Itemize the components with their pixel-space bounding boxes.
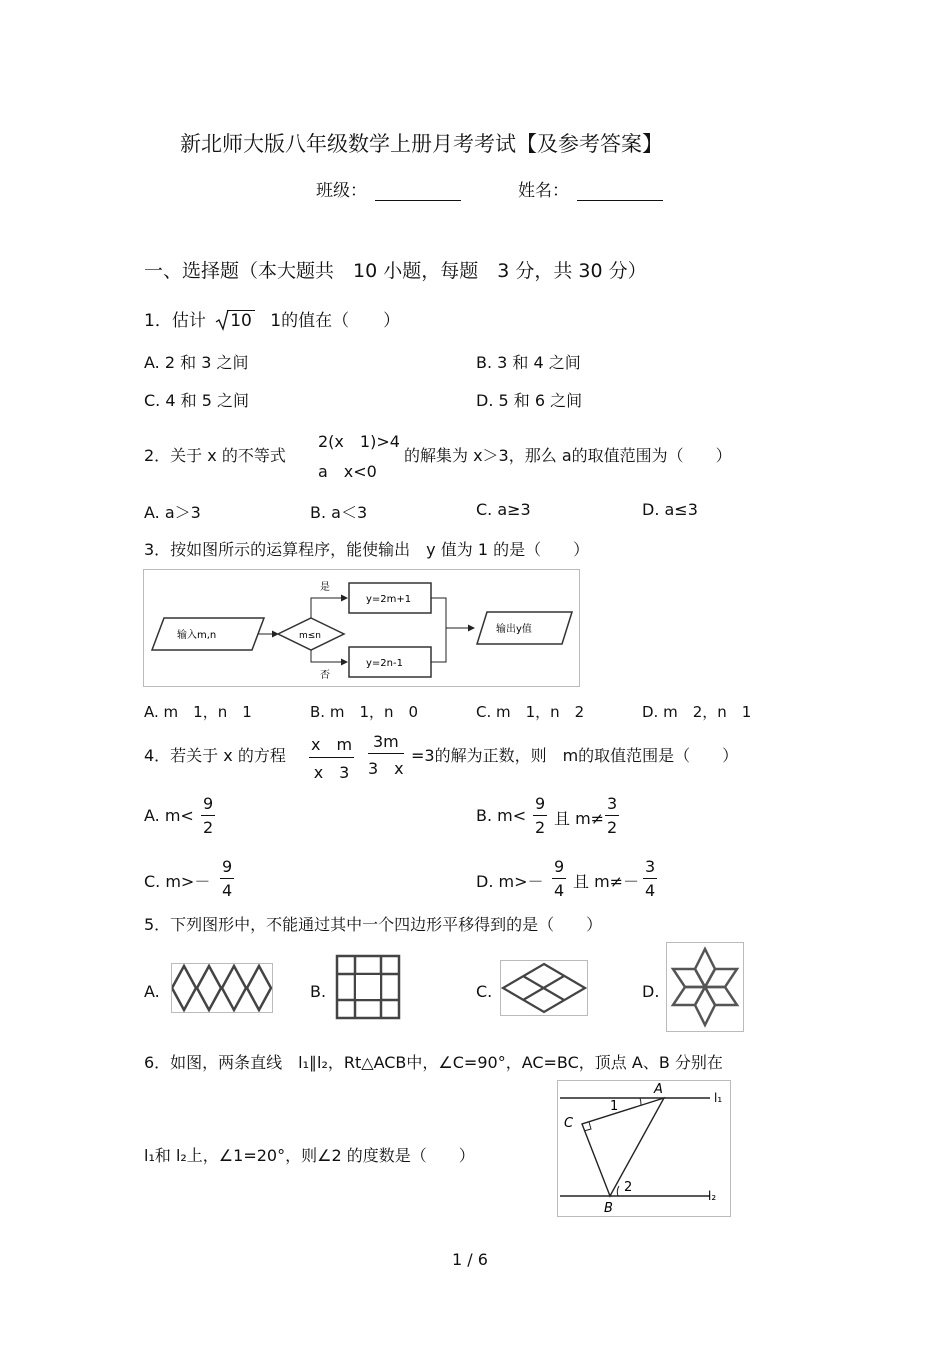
q4-fraction-2-num: 3m (368, 732, 404, 754)
name-blank[interactable] (577, 182, 663, 201)
q1-prefix: 1．估计 (144, 311, 206, 331)
q4-option-b-fraction (533, 794, 547, 837)
q5-option-a-label[interactable]: A. (144, 982, 160, 1001)
q4-option-d-label[interactable]: D. m>－ (476, 872, 544, 891)
q4-fraction-2 (368, 732, 404, 779)
q3-option-b[interactable]: B. m 1，n 0 (310, 703, 419, 721)
decision-label: m≤n (299, 631, 322, 641)
q4-fraction-1-num: x m (309, 732, 354, 758)
label-angle-2: 2 (624, 1180, 633, 1195)
q4-fraction-2-den: 3 x (368, 759, 404, 778)
q5-option-d-figure[interactable] (666, 942, 744, 1032)
q4-option-a-den: 2 (203, 818, 214, 837)
q5-option-d-label[interactable]: D. (642, 982, 660, 1001)
q4-option-d-num: 9 (552, 857, 566, 879)
q3-stem: 3．按如图所示的运算程序，能使输出 y 值为 1 的是（ ） (144, 540, 590, 559)
label-l2: l₂ (708, 1189, 717, 1203)
q5-stem: 5．下列图形中，不能通过其中一个四边形平移得到的是（ ） (144, 915, 603, 934)
section-heading: 一、选择题（本大题共 10 小题，每题 3 分，共 30 分） (144, 260, 647, 282)
q4-option-a-label[interactable]: A. m< (144, 806, 194, 825)
q5-option-c-label[interactable]: C. (476, 982, 493, 1001)
page-number: 1 / 6 (452, 1250, 488, 1269)
sqrt-symbol (215, 311, 255, 331)
q1-option-b[interactable]: B. 3 和 4 之间 (476, 353, 581, 372)
q2-option-c[interactable]: C. a≥3 (476, 500, 531, 519)
q4-fraction-1-den: x 3 (313, 763, 350, 782)
q1-radicand: 10 (227, 310, 255, 331)
q3-option-d[interactable]: D. m 2，n 1 (642, 703, 752, 721)
q2-option-d[interactable]: D. a≤3 (642, 500, 698, 519)
q1-option-a[interactable]: A. 2 和 3 之间 (144, 353, 249, 372)
q4-option-b-label[interactable]: B. m< (476, 806, 527, 825)
q6-figure (557, 1080, 731, 1217)
q1-suffix: 1的值在（ ） (270, 311, 401, 331)
q4-option-d-den2: 4 (645, 881, 656, 900)
q4-suffix: =3的解为正数，则 m的取值范围是（ ） (411, 746, 739, 765)
class-blank[interactable] (375, 182, 461, 201)
q4-option-d-den: 4 (554, 881, 565, 900)
yes-label: 是 (320, 582, 330, 593)
q4-option-a-fraction (201, 794, 215, 837)
q3-option-c[interactable]: C. m 1，n 2 (476, 703, 585, 721)
q4-option-c-den: 4 (222, 881, 233, 900)
class-field[interactable] (316, 176, 461, 201)
no-label: 否 (320, 670, 330, 681)
name-field[interactable] (518, 176, 663, 201)
q4-option-c-num: 9 (220, 857, 234, 879)
name-label: 姓名： (518, 181, 569, 201)
q4-option-c-label[interactable]: C. m>－ (144, 872, 211, 891)
q5-option-a-figure[interactable] (171, 963, 273, 1013)
q5-option-b-figure[interactable] (335, 954, 401, 1020)
q3-option-a[interactable]: A. m 1，n 1 (144, 703, 252, 721)
label-angle-1: 1 (610, 1099, 619, 1114)
q4-option-a-num: 9 (201, 794, 215, 816)
top-process-label: y=2m+1 (366, 594, 412, 605)
q6-stem-line1: 6．如图，两条直线 l₁∥l₂，Rt△ACB中，∠C=90°，AC=BC，顶点 A、B 分别在 (144, 1053, 723, 1072)
class-label: 班级： (316, 181, 367, 201)
label-a: A (654, 1082, 663, 1097)
q4-option-b-den2: 2 (607, 818, 618, 837)
radical-sign-icon (215, 309, 229, 331)
input-label: 输入m,n (177, 630, 217, 641)
q2-option-a[interactable]: A. a＞3 (144, 503, 201, 522)
q4-option-b-den: 2 (535, 818, 546, 837)
q1-option-c[interactable]: C. 4 和 5 之间 (144, 391, 249, 410)
q4-option-c-fraction (220, 857, 234, 900)
q1-stem (144, 306, 400, 331)
output-label: 输出y值 (496, 624, 532, 635)
q4-option-b-mid: 且 m≠ (554, 809, 605, 828)
q4-option-d-fraction (552, 857, 566, 900)
q4-option-d-num2: 3 (643, 857, 657, 879)
label-l1: l₁ (714, 1091, 723, 1105)
q4-option-b-fraction-2 (605, 794, 619, 837)
q2-option-b[interactable]: B. a＜3 (310, 503, 368, 522)
q3-flowchart (143, 569, 580, 687)
q2-inequality-1: 2(x 1)>4 (318, 432, 400, 451)
q5-option-c-figure[interactable] (500, 960, 588, 1016)
q4-option-d-fraction-2 (643, 857, 657, 900)
q1-option-d[interactable]: D. 5 和 6 之间 (476, 391, 583, 410)
q4-option-b-num2: 3 (605, 794, 619, 816)
q5-option-b-label[interactable]: B. (310, 982, 327, 1001)
label-b: B (604, 1201, 613, 1216)
bottom-process-label: y=2n-1 (366, 658, 403, 669)
q6-stem-line2: l₁和 l₂上，∠1=20°，则∠2 的度数是（ ） (144, 1146, 475, 1165)
q4-option-d-mid: 且 m≠－ (573, 872, 640, 891)
q4-prefix: 4．若关于 x 的方程 (144, 746, 286, 765)
q2-inequality-2: a x<0 (318, 462, 377, 481)
q2-suffix: 的解集为 x＞3，那么 a的取值范围为（ ） (404, 446, 732, 465)
page-title: 新北师大版八年级数学上册月考考试【及参考答案】 (180, 132, 663, 156)
q4-fraction-1 (309, 732, 354, 783)
label-c: C (564, 1116, 574, 1131)
q4-option-b-num: 9 (533, 794, 547, 816)
triangle-acb (582, 1098, 664, 1196)
q2-prefix: 2．关于 x 的不等式 (144, 446, 286, 465)
